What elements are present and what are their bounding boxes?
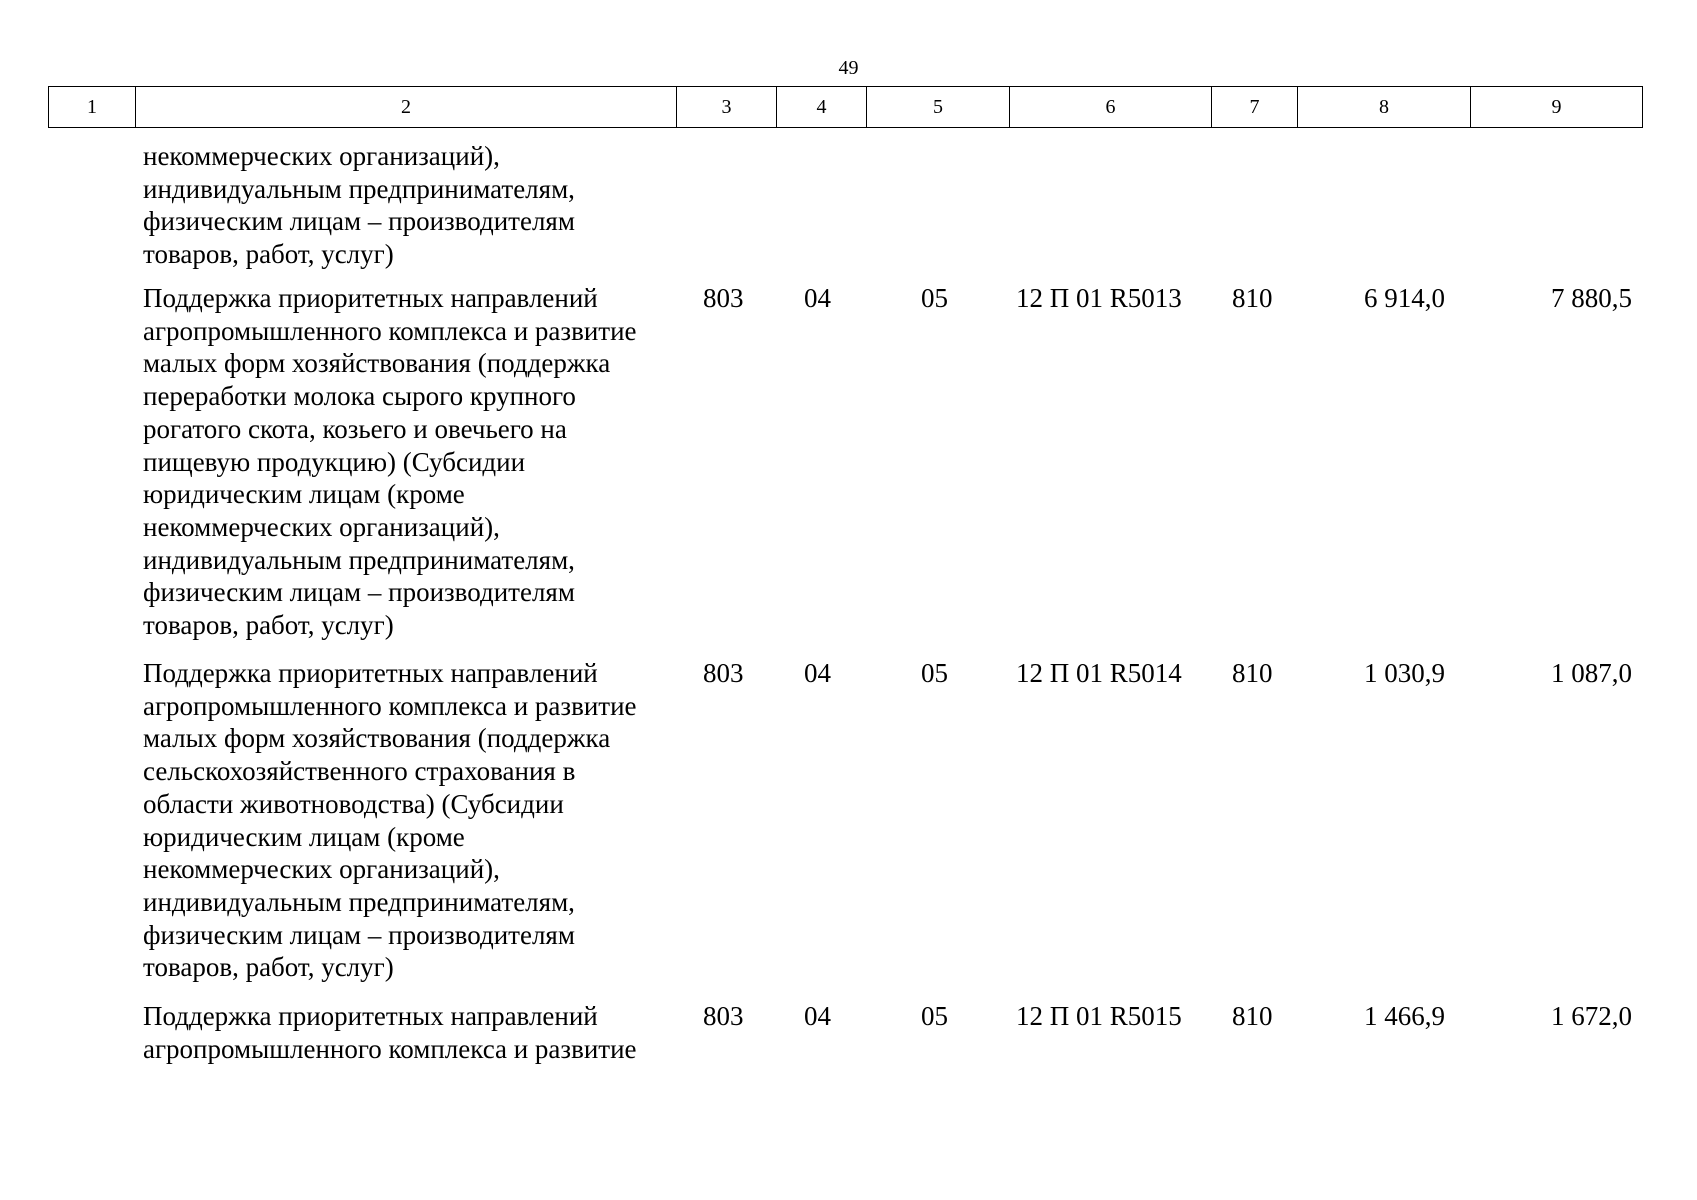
subsection-code: 05	[921, 658, 948, 688]
description-line: некоммерческих организаций),	[143, 141, 500, 171]
section-code: 04	[804, 1001, 831, 1031]
subsection-code: 05	[921, 1001, 948, 1031]
column-header-5: 5	[867, 87, 1010, 127]
target-article-code: 12 П 01 R5013	[1016, 283, 1182, 313]
target-article-code: 12 П 01 R5015	[1016, 1001, 1182, 1031]
row-description	[143, 1000, 683, 1065]
description-line: физическим лицам – производителям	[143, 206, 575, 237]
description-line: товаров, работ, услуг)	[143, 952, 394, 983]
description-line: индивидуальным предпринимателям,	[143, 886, 575, 917]
column-header-9: 9	[1471, 87, 1643, 127]
description-line: сельскохозяйственного страхования в	[143, 756, 576, 787]
description-line: некоммерческих организаций),	[143, 511, 500, 542]
description-line: Поддержка приоритетных направлений	[143, 283, 598, 313]
column-header-1: 1	[49, 87, 136, 127]
amount-column-8: 6 914,0	[1364, 283, 1445, 313]
expense-type-code: 810	[1232, 283, 1273, 313]
description-line: переработки молока сырого крупного	[143, 381, 576, 412]
description-line: малых форм хозяйствования (поддержка	[143, 348, 611, 379]
description-line: пищевую продукцию) (Субсидии	[143, 446, 526, 477]
column-header-2: 2	[136, 87, 677, 127]
expense-type-code: 810	[1232, 1001, 1273, 1031]
amount-column-8: 1 466,9	[1364, 1001, 1445, 1031]
description-line: юридическим лицам (кроме	[143, 479, 465, 510]
section-code: 04	[804, 283, 831, 313]
amount-column-8: 1 030,9	[1364, 658, 1445, 688]
row-description	[143, 140, 683, 271]
row-description	[143, 657, 683, 984]
description-line: некоммерческих организаций),	[143, 854, 500, 885]
table-header-row	[48, 86, 1643, 128]
amount-column-9: 7 880,5	[1551, 283, 1632, 313]
column-header-4: 4	[777, 87, 867, 127]
description-line: агропромышленного комплекса и развитие	[143, 690, 637, 721]
description-line: агропромышленного комплекса и развитие	[143, 1033, 637, 1064]
column-header-6: 6	[1010, 87, 1212, 127]
section-code: 04	[804, 658, 831, 688]
description-line: индивидуальным предпринимателям,	[143, 544, 575, 575]
target-article-code: 12 П 01 R5014	[1016, 658, 1182, 688]
description-line: агропромышленного комплекса и развитие	[143, 315, 637, 346]
ministry-code: 803	[703, 658, 744, 688]
description-line: товаров, работ, услуг)	[143, 239, 394, 270]
amount-column-9: 1 672,0	[1551, 1001, 1632, 1031]
amount-column-9: 1 087,0	[1551, 658, 1632, 688]
ministry-code: 803	[703, 1001, 744, 1031]
description-line: Поддержка приоритетных направлений	[143, 658, 598, 688]
description-line: юридическим лицам (кроме	[143, 821, 465, 852]
description-line: физическим лицам – производителям	[143, 919, 575, 950]
description-line: товаров, работ, услуг)	[143, 610, 394, 641]
ministry-code: 803	[703, 283, 744, 313]
subsection-code: 05	[921, 283, 948, 313]
column-header-7: 7	[1212, 87, 1298, 127]
description-line: индивидуальным предпринимателям,	[143, 173, 575, 204]
page-number: 49	[838, 57, 859, 79]
description-line: малых форм хозяйствования (поддержка	[143, 723, 611, 754]
description-line: рогатого скота, козьего и овечьего на	[143, 413, 567, 444]
column-header-3: 3	[677, 87, 777, 127]
expense-type-code: 810	[1232, 658, 1273, 688]
description-line: Поддержка приоритетных направлений	[143, 1001, 598, 1031]
row-description	[143, 282, 683, 642]
description-line: области животноводства) (Субсидии	[143, 788, 564, 819]
description-line: физическим лицам – производителям	[143, 577, 575, 608]
column-header-8: 8	[1298, 87, 1471, 127]
